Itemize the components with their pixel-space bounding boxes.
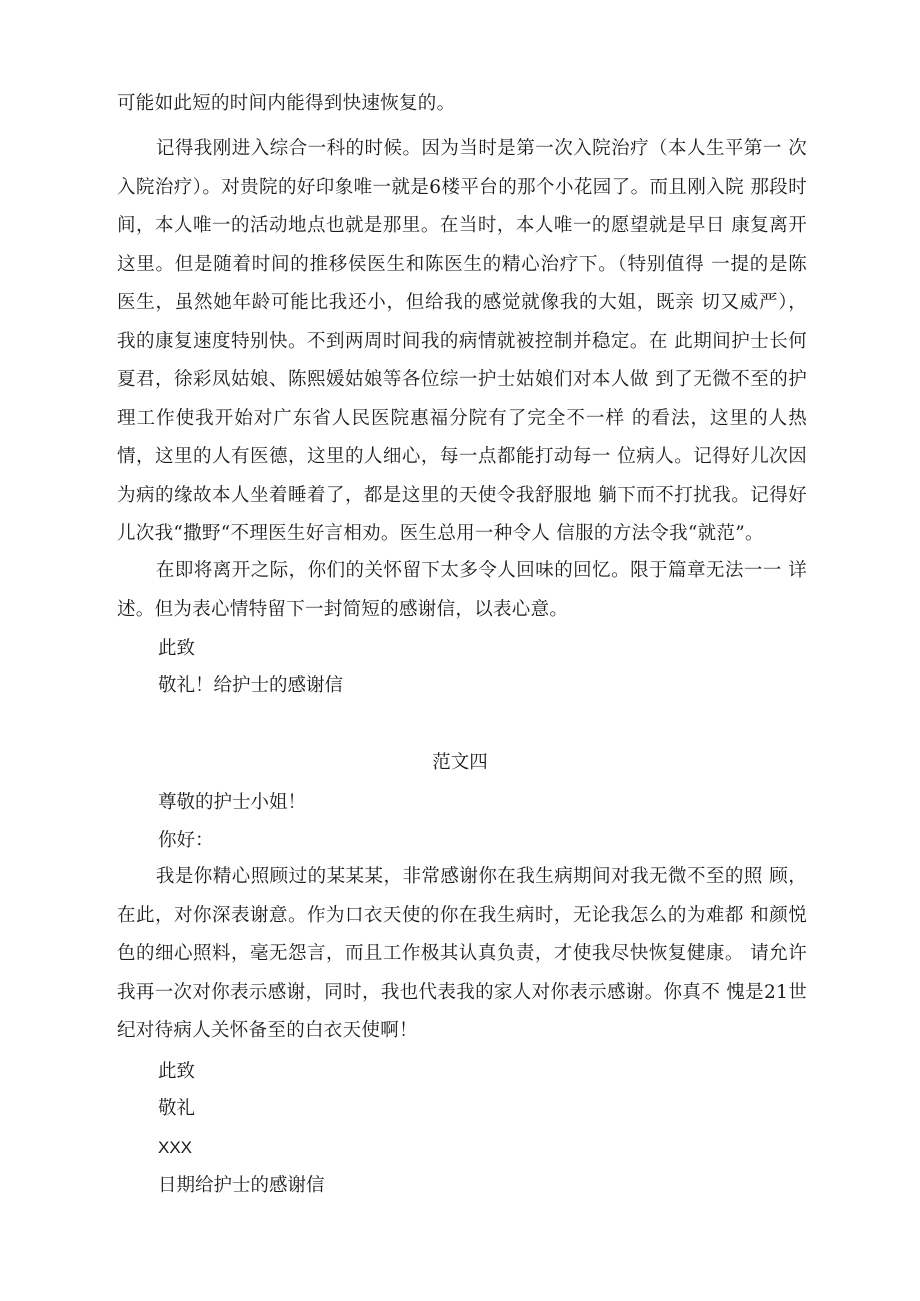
greeting-line: 你好： <box>158 830 214 851</box>
signature-line: XXX <box>158 1138 193 1157</box>
memory-paragraph: 记得我刚进入综合一科的时候。因为当时是第一次入院治疗（本人生平第一 次入院治疗）。对贵院的好印象唯一就是6楼平台的那个小花园了。而且刚入院 那段时间，本人唯一的活动地点也就是那里。在当时，本人唯一的愿望就是早日 康复离开这里。但是随着时间的推移侯医生和陈医生的精心治疗下。（特别值得 一提的是陈医生，虽然她年龄可能比我还小，但给我的感觉就像我的大姐，既亲 切又威严），我的康复速度特别快。不到两周时间我的病情就被控制并稳定。在 此期间护士长何夏君，徐彩凤姑娘、陈熙媛姑娘等各位综一护士姑娘们对本人做 到了无微不至的护理工作使我开始对广东省人民医院惠福分院有了完全不一样 的看法，这里的人热情，这里的人有医德，这里的人细心，每一点都能打动每一 位病人。记得好儿次因为病的缘故本人坐着睡着了，都是这里的天使令我舒服地 躺下而不打扰我。记得好儿次我“撒野“不理医生好言相劝。医生总用一种令人 信服的方法令我“就范”。 <box>117 138 807 544</box>
closing-regards-line: 此致 <box>158 638 196 659</box>
salutation-line: 尊敬的护士小姐！ <box>158 792 307 813</box>
closing-salute-line: 敬礼！给护士的感谢信 <box>158 675 344 696</box>
date-line: 日期给护士的感谢信 <box>158 1175 325 1196</box>
farewell-paragraph: 在即将离开之际，你们的关怀留下太多令人回味的回忆。限于篇章无法一一 详述。但为表心情特留下一封简短的感谢信，以表心意。 <box>117 560 807 620</box>
closing-salute-line: 敬礼 <box>158 1098 196 1119</box>
closing-regards-line: 此致 <box>158 1061 196 1082</box>
continued-paragraph: 可能如此短的时间内能得到快速恢复的。 <box>117 93 456 114</box>
letter-body-paragraph: 我是你精心照顾过的某某某，非常感谢你在我生病期间对我无微不至的照 顾，在此，对你深表谢意。作为口衣天使的你在我生病时，无论我怎么的为难都 和颜悦色的细心照料，毫无怨言，而且工作极其认真负责，才使我尽快恢复健康。 请允许我再一次对你表示感谢，同时，我也代表我的家人对你表示感谢。你真不 愧是21世纪对待病人关怀备至的白衣天使啊！ <box>117 866 807 1041</box>
section-title: 范文四 <box>432 752 488 773</box>
